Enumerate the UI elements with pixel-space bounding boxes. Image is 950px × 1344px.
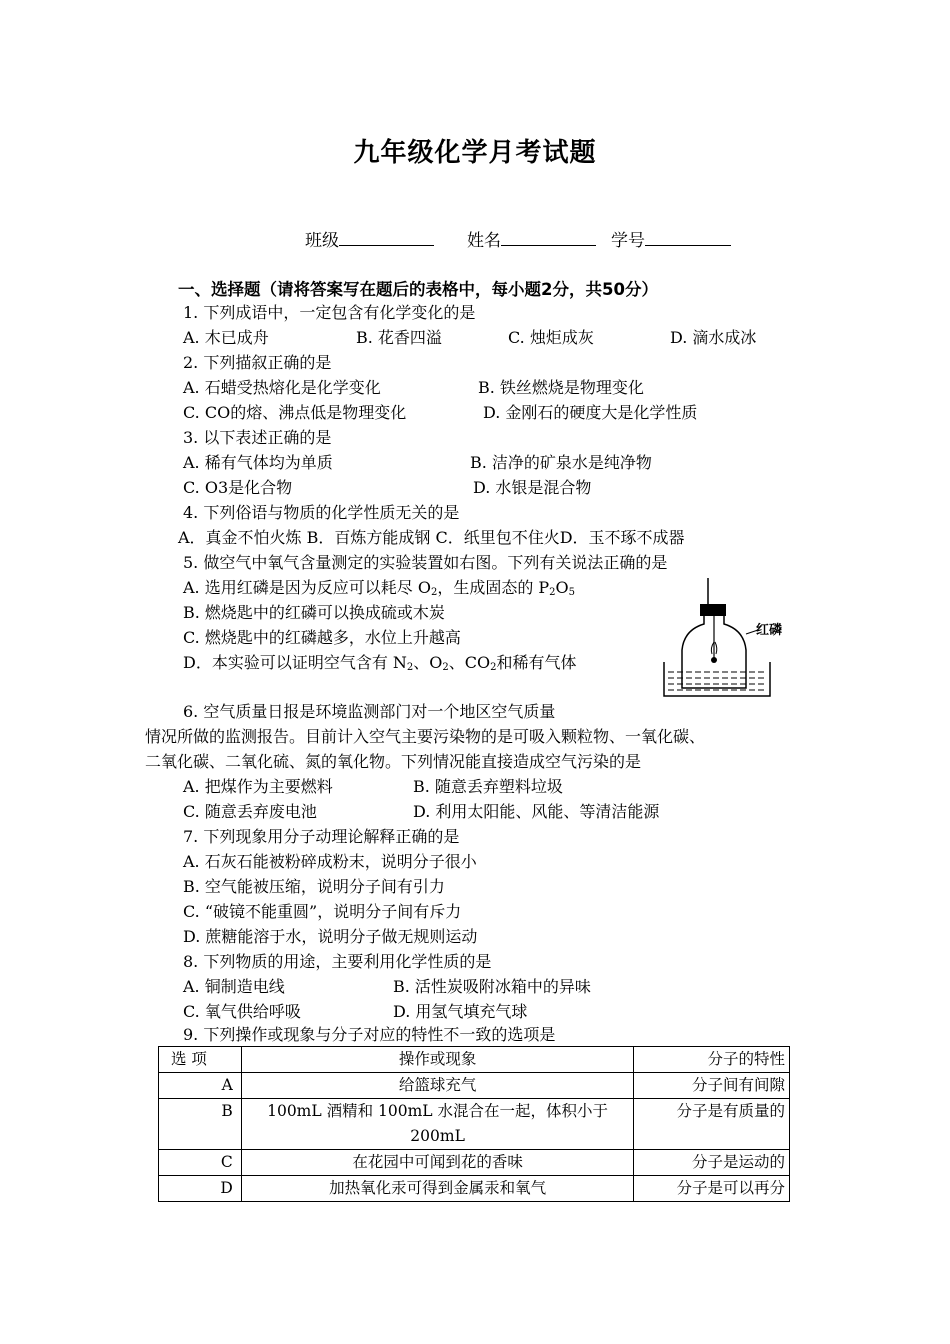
q8-stem: 8. 下列物质的用途，主要利用化学性质的是 [183,952,492,971]
number-label: 学号 [611,231,645,251]
q1-option-c: C. 烛炬成灰 [508,328,594,347]
spoon-icon [711,657,717,663]
q7-option-d: D. 蔗糖能溶于水，说明分子做无规则运动 [183,927,478,946]
row-option: D [159,1176,242,1202]
q9-table [158,1046,790,1202]
q6-option-b: B. 随意丢弃塑料垃圾 [413,777,563,796]
q2-stem: 2. 下列描叙正确的是 [183,353,332,372]
q6-option-d: D. 利用太阳能、风能、等清洁能源 [413,802,660,821]
table-row [159,1073,790,1099]
q6-stem-3: 二氧化碳、二氧化硫、氮的氧化物。下列情况能直接造成空气污染的是 [145,752,642,771]
q2-option-b: B. 铁丝燃烧是物理变化 [478,378,644,397]
name-blank[interactable] [501,229,596,246]
q5-d-sub-1: 2 [406,662,414,673]
q5-option-c: C. 燃烧匙中的红磷越多，水位上升越高 [183,628,461,647]
q4-stem: 4. 下列俗语与物质的化学性质无关的是 [183,503,460,522]
q7-stem: 7. 下列现象用分子动理论解释正确的是 [183,827,460,846]
row-option: B [159,1099,242,1150]
row-property: 分子是有质量的 [634,1099,790,1150]
q5-stem: 5. 做空气中氧气含量测定的实验装置如右图。下列有关说法正确的是 [183,553,668,572]
table-row [159,1099,790,1150]
header-property: 分子的特性 [634,1047,790,1073]
q5-d-sub-2: 2 [442,662,449,673]
q3-option-c: C. O3是化合物 [183,478,293,497]
row-option: C [159,1150,242,1176]
header-operation: 操作或现象 [241,1047,634,1073]
q5-d-text-4: 和稀有气体 [496,653,577,672]
q5-d-sub-3: 2 [490,662,497,673]
q3-option-a: A. 稀有气体均为单质 [183,453,333,472]
number-blank[interactable] [645,229,731,246]
q5-d-text-2: 、O [413,653,443,672]
q5-d-text-1: D．本实验可以证明空气含有 N [183,653,407,672]
q8-option-c: C. 氧气供给呼吸 [183,1002,301,1021]
q8-option-b: B. 活性炭吸附冰箱中的异味 [393,977,591,996]
row-property: 分子是可以再分 [634,1176,790,1202]
page-title: 九年级化学月考试题 [353,138,597,168]
header-option: 选 项 [159,1047,242,1073]
row-operation: 给篮球充气 [241,1073,634,1099]
water-trough-icon [664,662,770,696]
q1-stem: 1. 下列成语中，一定包含有化学变化的是 [183,303,476,322]
q5-option-b: B. 燃烧匙中的红磷可以换成硫或木炭 [183,603,445,622]
q7-option-c: C. “破镜不能重圆”，说明分子间有斥力 [183,902,462,921]
row-operation: 在花园中可闻到花的香味 [241,1150,634,1176]
q9-stem: 9. 下列操作或现象与分子对应的特性不一致的选项是 [183,1025,556,1044]
q5-a-text-2: ，生成固态的 P [437,578,550,597]
q5-apparatus-figure [660,578,790,700]
class-blank[interactable] [339,229,434,246]
number-field[interactable] [611,226,731,251]
q5-a-sub-2: 2 [430,587,438,598]
q5-a-sub-2b: 2 [549,587,556,598]
table-row [159,1176,790,1202]
table-header-row [159,1047,790,1073]
q6-stem-2: 情况所做的监测报告。目前计入空气主要污染物的是可吸入颗粒物、一氧化碳、 [145,727,706,746]
row-operation: 100mL 酒精和 100mL 水混合在一起，体积小于 200mL [241,1099,634,1150]
q5-a-text-1: A. 选用红磷是因为反应可以耗尽 O [183,578,431,597]
q1-option-d: D. 滴水成冰 [670,328,757,347]
name-field[interactable] [467,226,596,251]
q7-option-b: B. 空气能被压缩，说明分子间有引力 [183,877,445,896]
q5-a-sub-5: 5 [568,587,576,598]
section-heading: 一、选择题（请将答案写在题后的表格中，每小题2分，共50分） [178,280,658,299]
q6-option-c: C. 随意丢弃废电池 [183,802,317,821]
q3-stem: 3. 以下表述正确的是 [183,428,332,447]
q3-option-b: B. 洁净的矿泉水是纯净物 [470,453,652,472]
row-operation: 加热氧化汞可得到金属汞和氧气 [241,1176,634,1202]
q3-option-d: D. 水银是混合物 [473,478,592,497]
q7-option-a: A. 石灰石能被粉碎成粉末，说明分子很小 [183,852,477,871]
q8-option-a: A. 铜制造电线 [183,977,285,996]
stopper-icon [700,604,726,616]
q4-options: A．真金不怕火炼 B．百炼方能成钢 C．纸里包不住火D．玉不琢不成器 [178,528,685,547]
q5-option-d [183,650,577,680]
q2-option-d: D. 金刚石的硬度大是化学性质 [483,403,698,422]
q5-a-text-3: O [555,578,569,597]
q2-option-c: C. CO的熔、沸点低是物理变化 [183,403,407,422]
q1-option-a: A. 木已成舟 [183,328,269,347]
class-label: 班级 [305,231,339,251]
class-field[interactable] [305,226,434,251]
table-row [159,1150,790,1176]
q6-option-a: A. 把煤作为主要燃料 [183,777,333,796]
row-property: 分子间有间隙 [634,1073,790,1099]
q1-option-b: B. 花香四溢 [356,328,442,347]
name-label: 姓名 [467,231,501,251]
row-option: A [159,1073,242,1099]
q6-stem-1: 6. 空气质量日报是环境监测部门对一个地区空气质量 [183,702,556,721]
figure-label: 红磷 [756,623,783,638]
q2-option-a: A. 石蜡受热熔化是化学变化 [183,378,381,397]
q5-d-text-3: 、CO [448,653,491,672]
row-property: 分子是运动的 [634,1150,790,1176]
q8-option-d: D. 用氢气填充气球 [393,1002,528,1021]
